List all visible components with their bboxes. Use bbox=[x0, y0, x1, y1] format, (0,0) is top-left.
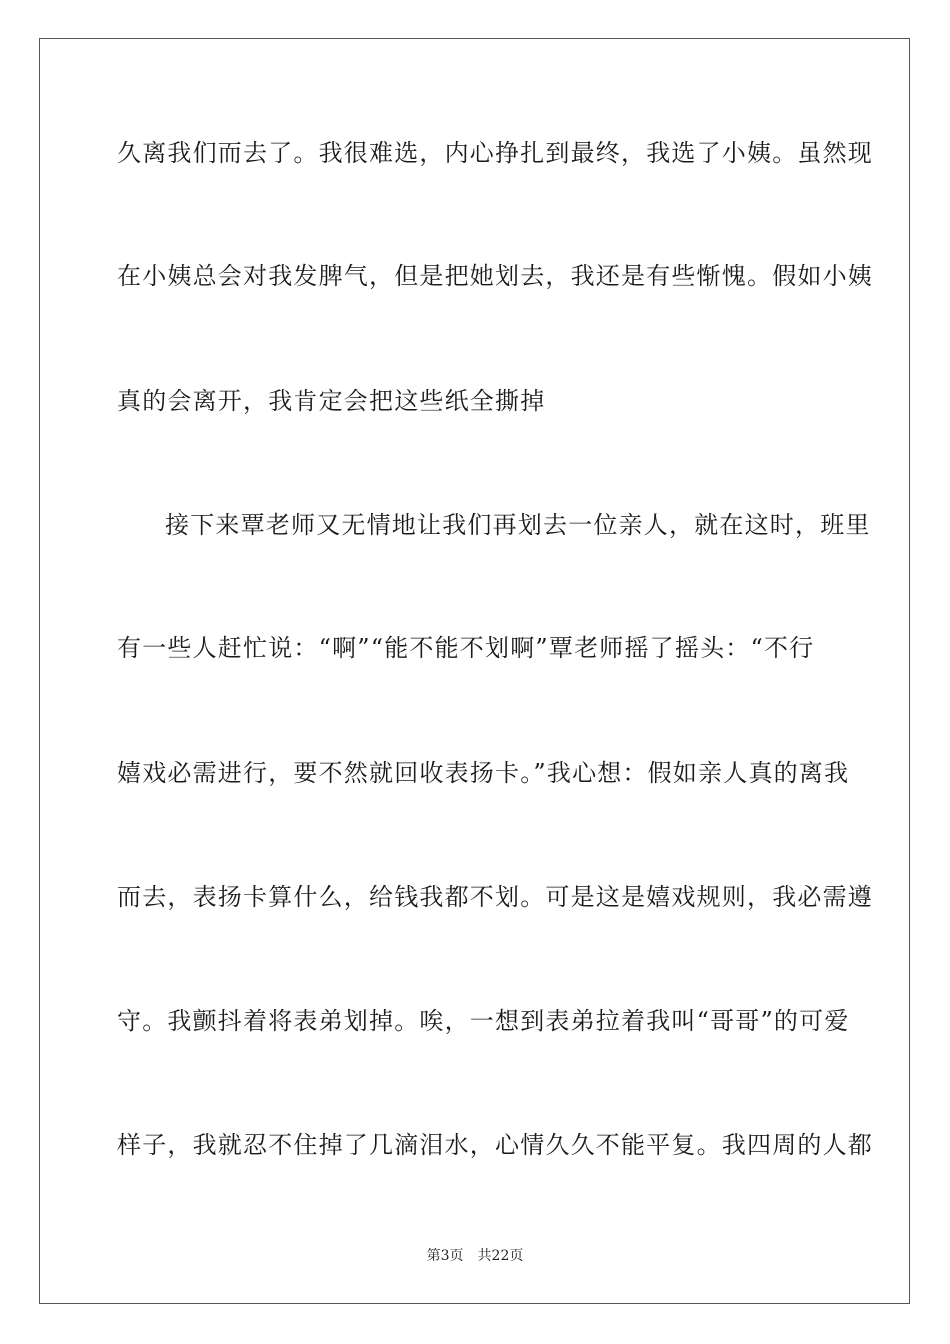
text-line: 久离我们而去了。我很难选，内心挣扎到最终，我选了小姨。虽然现 bbox=[117, 139, 873, 167]
text-line: 样子，我就忍不住掉了几滴泪水，心情久久不能平复。我四周的人都 bbox=[117, 1131, 873, 1159]
text-line: 守。我颤抖着将表弟划掉。唉，一想到表弟拉着我叫“哥哥”的可爱 bbox=[117, 1007, 850, 1035]
text-line: 而去，表扬卡算什么，给钱我都不划。可是这是嬉戏规则，我必需遵 bbox=[117, 883, 873, 911]
total-pages-label: 共22页 bbox=[477, 1248, 524, 1264]
text-line-indented: 接下来覃老师又无情地让我们再划去一位亲人，就在这时，班里 bbox=[165, 511, 871, 539]
text-line: 真的会离开，我肯定会把这些纸全撕掉 bbox=[117, 387, 546, 415]
text-line: 嬉戏必需进行，要不然就回收表扬卡。”我心想：假如亲人真的离我 bbox=[117, 759, 850, 787]
page-footer bbox=[0, 1246, 950, 1266]
text-line: 在小姨总会对我发脾气，但是把她划去，我还是有些惭愧。假如小姨 bbox=[117, 262, 873, 290]
text-line: 有一些人赶忙说：“啊”“能不能不划啊”覃老师摇了摇头：“不行 bbox=[117, 634, 815, 662]
page-border bbox=[39, 38, 910, 1304]
current-page-label: 第3页 bbox=[426, 1248, 464, 1264]
